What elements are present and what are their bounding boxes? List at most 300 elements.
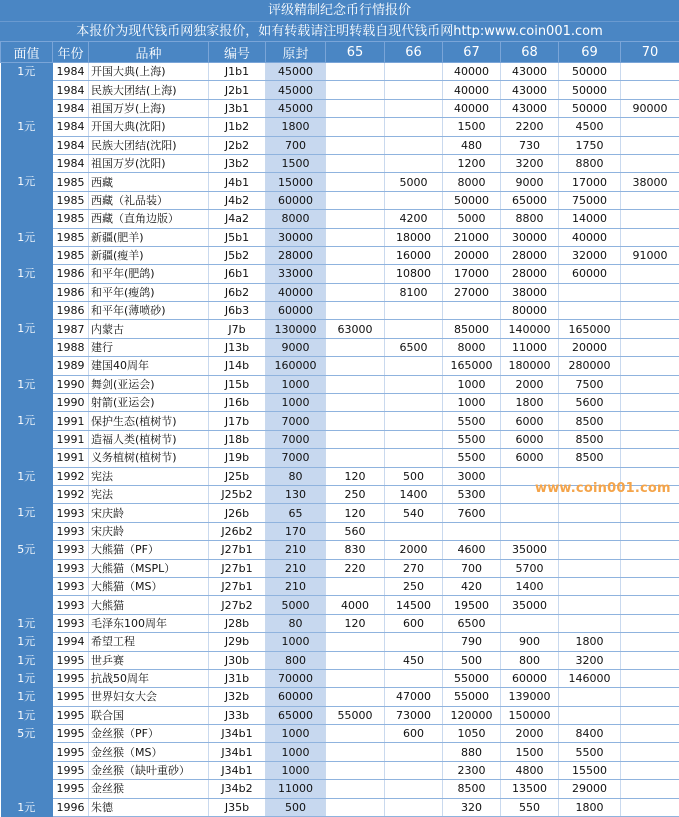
cell-grade-70 [621, 228, 679, 246]
cell-grade-66: 250 [385, 577, 443, 595]
cell-grade-70 [621, 320, 679, 338]
cell-grade-70 [621, 357, 679, 375]
cell-year: 1988 [53, 338, 89, 356]
cell-grade-70 [621, 449, 679, 467]
cell-grade-67: 790 [443, 633, 501, 651]
cell-grade-66: 500 [385, 467, 443, 485]
table-row [1, 210, 679, 228]
cell-variety: 联合国 [89, 706, 209, 724]
cell-variety: 金丝猴 [89, 780, 209, 798]
cell-year: 1984 [53, 154, 89, 172]
cell-grade-70 [621, 780, 679, 798]
cell-year: 1995 [53, 761, 89, 779]
cell-original: 1000 [266, 633, 326, 651]
cell-grade-66 [385, 302, 443, 320]
cell-code: J28b [209, 614, 266, 632]
cell-grade-67: 17000 [443, 265, 501, 283]
cell-grade-65 [326, 375, 385, 393]
cell-grade-67: 40000 [443, 81, 501, 99]
cell-grade-65: 63000 [326, 320, 385, 338]
cell-denomination: 1元 [1, 320, 53, 375]
cell-variety: 大熊猫（MS） [89, 577, 209, 595]
table-row [1, 504, 679, 522]
header-code: 编号 [209, 42, 266, 63]
table-row [1, 302, 679, 320]
cell-grade-69 [559, 559, 621, 577]
cell-grade-67: 5500 [443, 449, 501, 467]
cell-denomination: 1元 [1, 688, 53, 706]
cell-grade-68: 2000 [501, 725, 559, 743]
cell-grade-70 [621, 577, 679, 595]
cell-original: 60000 [266, 302, 326, 320]
cell-year: 1990 [53, 394, 89, 412]
cell-variety: 世乒赛 [89, 651, 209, 669]
cell-grade-67: 880 [443, 743, 501, 761]
table-row [1, 357, 679, 375]
cell-grade-67: 5500 [443, 412, 501, 430]
cell-grade-65 [326, 136, 385, 154]
cell-grade-70 [621, 210, 679, 228]
cell-grade-65: 120 [326, 467, 385, 485]
cell-code: J29b [209, 633, 266, 651]
cell-grade-69 [559, 302, 621, 320]
cell-code: J25b [209, 467, 266, 485]
cell-original: 33000 [266, 265, 326, 283]
cell-grade-68: 2000 [501, 375, 559, 393]
cell-grade-69: 4500 [559, 118, 621, 136]
cell-year: 1989 [53, 357, 89, 375]
cell-variety: 建行 [89, 338, 209, 356]
cell-original: 170 [266, 522, 326, 540]
cell-grade-66 [385, 522, 443, 540]
cell-grade-70 [621, 651, 679, 669]
cell-grade-65: 830 [326, 541, 385, 559]
cell-original: 45000 [266, 81, 326, 99]
cell-grade-67: 1000 [443, 375, 501, 393]
cell-denomination: 1元 [1, 633, 53, 651]
cell-variety: 和平年(薄喷砂) [89, 302, 209, 320]
cell-code: J5b1 [209, 228, 266, 246]
cell-grade-69: 146000 [559, 669, 621, 687]
cell-grade-69: 60000 [559, 265, 621, 283]
cell-year: 1995 [53, 780, 89, 798]
cell-code: J5b2 [209, 246, 266, 264]
cell-denomination: 1元 [1, 228, 53, 265]
cell-variety: 大熊猫（MSPL） [89, 559, 209, 577]
header-grade-65: 65 [326, 42, 385, 63]
cell-grade-69: 8400 [559, 725, 621, 743]
cell-year: 1991 [53, 449, 89, 467]
cell-original: 1000 [266, 725, 326, 743]
cell-code: J25b2 [209, 485, 266, 503]
cell-original: 60000 [266, 191, 326, 209]
cell-original: 500 [266, 798, 326, 816]
table-row [1, 651, 679, 669]
cell-grade-66 [385, 375, 443, 393]
cell-grade-69 [559, 614, 621, 632]
table-row [1, 191, 679, 209]
cell-grade-67: 5500 [443, 430, 501, 448]
table-row [1, 320, 679, 338]
cell-grade-66 [385, 798, 443, 816]
cell-original: 45000 [266, 63, 326, 81]
cell-grade-66 [385, 449, 443, 467]
cell-code: J3b2 [209, 154, 266, 172]
table-row [1, 81, 679, 99]
cell-variety: 新疆(瘦羊) [89, 246, 209, 264]
cell-original: 1000 [266, 394, 326, 412]
cell-variety: 西藏 [89, 173, 209, 191]
cell-year: 1985 [53, 246, 89, 264]
cell-grade-68: 2200 [501, 118, 559, 136]
cell-variety: 保护生态(植树节) [89, 412, 209, 430]
table-row [1, 541, 679, 559]
cell-grade-67: 8500 [443, 780, 501, 798]
cell-grade-65 [326, 780, 385, 798]
cell-code: J27b1 [209, 577, 266, 595]
cell-grade-68: 1500 [501, 743, 559, 761]
cell-original: 5000 [266, 596, 326, 614]
cell-grade-70 [621, 191, 679, 209]
cell-code: J26b2 [209, 522, 266, 540]
cell-variety: 大熊猫 [89, 596, 209, 614]
cell-grade-66 [385, 430, 443, 448]
cell-variety: 建国40周年 [89, 357, 209, 375]
cell-code: J27b2 [209, 596, 266, 614]
cell-code: J34b1 [209, 761, 266, 779]
cell-original: 8000 [266, 210, 326, 228]
cell-grade-67 [443, 302, 501, 320]
cell-grade-68: 60000 [501, 669, 559, 687]
table-row [1, 614, 679, 632]
cell-code: J34b1 [209, 743, 266, 761]
cell-grade-69 [559, 283, 621, 301]
table-row [1, 633, 679, 651]
cell-grade-69 [559, 504, 621, 522]
header-grade-67: 67 [443, 42, 501, 63]
cell-grade-70 [621, 504, 679, 522]
cell-grade-67 [443, 522, 501, 540]
cell-code: J32b [209, 688, 266, 706]
cell-grade-69: 280000 [559, 357, 621, 375]
cell-grade-66 [385, 191, 443, 209]
cell-grade-68 [501, 504, 559, 522]
header-original: 原封 [266, 42, 326, 63]
cell-grade-69: 50000 [559, 81, 621, 99]
cell-grade-65 [326, 430, 385, 448]
cell-code: J31b [209, 669, 266, 687]
cell-original: 700 [266, 136, 326, 154]
cell-grade-65 [326, 265, 385, 283]
cell-grade-68: 6000 [501, 449, 559, 467]
cell-grade-70 [621, 541, 679, 559]
table-row [1, 725, 679, 743]
cell-grade-68: 6000 [501, 412, 559, 430]
table-row [1, 228, 679, 246]
cell-grade-69: 50000 [559, 99, 621, 117]
cell-grade-68: 43000 [501, 99, 559, 117]
cell-year: 1991 [53, 430, 89, 448]
cell-grade-68: 13500 [501, 780, 559, 798]
cell-grade-70 [621, 118, 679, 136]
cell-grade-66 [385, 81, 443, 99]
cell-grade-67: 5300 [443, 485, 501, 503]
header-grade-66: 66 [385, 42, 443, 63]
cell-grade-70 [621, 798, 679, 816]
cell-denomination: 5元 [1, 541, 53, 615]
cell-year: 1984 [53, 81, 89, 99]
cell-variety: 和平年(瘦鸽) [89, 283, 209, 301]
cell-year: 1993 [53, 522, 89, 540]
header-grade-69: 69 [559, 42, 621, 63]
cell-grade-67: 40000 [443, 63, 501, 81]
cell-grade-69: 5500 [559, 743, 621, 761]
cell-grade-65: 220 [326, 559, 385, 577]
cell-grade-67: 20000 [443, 246, 501, 264]
cell-grade-70 [621, 596, 679, 614]
cell-code: J16b [209, 394, 266, 412]
cell-variety: 西藏（礼品装） [89, 191, 209, 209]
cell-grade-69: 1800 [559, 633, 621, 651]
cell-grade-70 [621, 265, 679, 283]
cell-denomination: 1元 [1, 375, 53, 412]
cell-grade-68: 180000 [501, 357, 559, 375]
cell-grade-68: 11000 [501, 338, 559, 356]
cell-year: 1993 [53, 541, 89, 559]
cell-grade-68: 43000 [501, 81, 559, 99]
cell-grade-66: 600 [385, 725, 443, 743]
cell-code: J3b1 [209, 99, 266, 117]
cell-grade-66 [385, 63, 443, 81]
cell-year: 1995 [53, 669, 89, 687]
cell-code: J1b2 [209, 118, 266, 136]
cell-code: J34b1 [209, 725, 266, 743]
header-grade-68: 68 [501, 42, 559, 63]
cell-grade-70 [621, 63, 679, 81]
cell-code: J17b [209, 412, 266, 430]
cell-grade-65 [326, 338, 385, 356]
cell-grade-69: 1750 [559, 136, 621, 154]
cell-grade-70 [621, 522, 679, 540]
cell-grade-68: 3200 [501, 154, 559, 172]
cell-grade-67: 1000 [443, 394, 501, 412]
cell-year: 1984 [53, 63, 89, 81]
cell-variety: 造福人类(植树节) [89, 430, 209, 448]
cell-grade-67: 420 [443, 577, 501, 595]
table-row [1, 706, 679, 724]
cell-grade-65 [326, 394, 385, 412]
cell-grade-67: 55000 [443, 669, 501, 687]
cell-grade-69: 75000 [559, 191, 621, 209]
cell-grade-70 [621, 633, 679, 651]
cell-grade-67: 1050 [443, 725, 501, 743]
price-table [0, 41, 679, 817]
table-row [1, 412, 679, 430]
cell-grade-68: 80000 [501, 302, 559, 320]
cell-variety: 开国大典(上海) [89, 63, 209, 81]
table-row [1, 246, 679, 264]
cell-variety: 抗战50周年 [89, 669, 209, 687]
cell-year: 1994 [53, 633, 89, 651]
cell-year: 1985 [53, 228, 89, 246]
cell-grade-65 [326, 302, 385, 320]
table-row [1, 99, 679, 117]
cell-variety: 宪法 [89, 467, 209, 485]
cell-grade-70 [621, 559, 679, 577]
cell-grade-69: 3200 [559, 651, 621, 669]
cell-grade-65: 250 [326, 485, 385, 503]
cell-variety: 金丝猴（缺叶重砂） [89, 761, 209, 779]
cell-year: 1995 [53, 743, 89, 761]
cell-grade-67: 8000 [443, 173, 501, 191]
cell-grade-65 [326, 633, 385, 651]
cell-grade-68: 730 [501, 136, 559, 154]
cell-grade-65 [326, 357, 385, 375]
cell-grade-65 [326, 246, 385, 264]
cell-denomination: 5元 [1, 725, 53, 799]
cell-grade-69: 8500 [559, 412, 621, 430]
cell-grade-69: 50000 [559, 63, 621, 81]
cell-variety: 大熊猫（PF） [89, 541, 209, 559]
header-row [1, 42, 679, 63]
cell-code: J18b [209, 430, 266, 448]
cell-year: 1985 [53, 173, 89, 191]
cell-grade-67: 5000 [443, 210, 501, 228]
table-row [1, 596, 679, 614]
cell-code: J19b [209, 449, 266, 467]
cell-grade-66 [385, 412, 443, 430]
cell-grade-65 [326, 669, 385, 687]
cell-year: 1996 [53, 798, 89, 816]
cell-grade-68: 35000 [501, 541, 559, 559]
cell-grade-67: 7600 [443, 504, 501, 522]
cell-grade-68: 9000 [501, 173, 559, 191]
cell-code: J6b2 [209, 283, 266, 301]
table-row [1, 522, 679, 540]
cell-grade-65 [326, 99, 385, 117]
cell-denomination: 1元 [1, 118, 53, 173]
cell-grade-66 [385, 633, 443, 651]
cell-grade-67: 40000 [443, 99, 501, 117]
cell-grade-68: 28000 [501, 265, 559, 283]
table-row [1, 761, 679, 779]
cell-grade-67: 165000 [443, 357, 501, 375]
table-row [1, 798, 679, 816]
cell-grade-69: 5600 [559, 394, 621, 412]
cell-original: 11000 [266, 780, 326, 798]
cell-code: J14b [209, 357, 266, 375]
cell-original: 130 [266, 485, 326, 503]
cell-variety: 宋庆龄 [89, 504, 209, 522]
cell-code: J4a2 [209, 210, 266, 228]
cell-grade-66: 270 [385, 559, 443, 577]
cell-code: J13b [209, 338, 266, 356]
cell-grade-65 [326, 118, 385, 136]
header-variety: 品种 [89, 42, 209, 63]
cell-grade-67: 85000 [443, 320, 501, 338]
cell-grade-66: 450 [385, 651, 443, 669]
cell-denomination: 1元 [1, 265, 53, 320]
cell-grade-65 [326, 761, 385, 779]
cell-variety: 宪法 [89, 485, 209, 503]
cell-variety: 义务植树(植树节) [89, 449, 209, 467]
cell-denomination: 1元 [1, 669, 53, 687]
cell-grade-65 [326, 283, 385, 301]
cell-grade-69: 165000 [559, 320, 621, 338]
cell-grade-67: 700 [443, 559, 501, 577]
cell-grade-70 [621, 669, 679, 687]
cell-variety: 舞剑(亚运会) [89, 375, 209, 393]
cell-grade-66 [385, 320, 443, 338]
cell-grade-69: 7500 [559, 375, 621, 393]
cell-grade-65 [326, 173, 385, 191]
cell-grade-68: 1800 [501, 394, 559, 412]
cell-year: 1992 [53, 485, 89, 503]
table-row [1, 577, 679, 595]
cell-variety: 希望工程 [89, 633, 209, 651]
table-row [1, 118, 679, 136]
cell-grade-69: 29000 [559, 780, 621, 798]
table-row [1, 173, 679, 191]
cell-year: 1995 [53, 688, 89, 706]
cell-variety: 宋庆龄 [89, 522, 209, 540]
cell-grade-68: 550 [501, 798, 559, 816]
cell-grade-67: 21000 [443, 228, 501, 246]
table-row [1, 430, 679, 448]
cell-code: J2b2 [209, 136, 266, 154]
cell-variety: 毛泽东100周年 [89, 614, 209, 632]
cell-code: J6b1 [209, 265, 266, 283]
cell-original: 210 [266, 577, 326, 595]
cell-original: 7000 [266, 412, 326, 430]
cell-grade-65 [326, 81, 385, 99]
cell-original: 45000 [266, 99, 326, 117]
cell-denomination: 1元 [1, 412, 53, 467]
cell-code: J2b1 [209, 81, 266, 99]
cell-original: 30000 [266, 228, 326, 246]
cell-grade-68: 150000 [501, 706, 559, 724]
cell-grade-69 [559, 688, 621, 706]
cell-denomination: 1元 [1, 706, 53, 724]
cell-grade-66: 600 [385, 614, 443, 632]
cell-grade-66 [385, 136, 443, 154]
cell-year: 1993 [53, 614, 89, 632]
cell-original: 160000 [266, 357, 326, 375]
table-row [1, 669, 679, 687]
table-row [1, 338, 679, 356]
cell-year: 1984 [53, 99, 89, 117]
cell-year: 1985 [53, 191, 89, 209]
cell-grade-67: 55000 [443, 688, 501, 706]
cell-code: J30b [209, 651, 266, 669]
cell-code: J4b2 [209, 191, 266, 209]
cell-grade-67: 19500 [443, 596, 501, 614]
cell-grade-70 [621, 743, 679, 761]
table-row [1, 688, 679, 706]
cell-grade-67: 120000 [443, 706, 501, 724]
cell-grade-65 [326, 412, 385, 430]
cell-grade-65 [326, 210, 385, 228]
cell-grade-68: 8800 [501, 210, 559, 228]
table-row [1, 63, 679, 81]
cell-grade-65 [326, 688, 385, 706]
cell-grade-65 [326, 154, 385, 172]
cell-year: 1995 [53, 725, 89, 743]
cell-grade-66: 18000 [385, 228, 443, 246]
cell-variety: 祖国万岁(上海) [89, 99, 209, 117]
cell-code: J6b3 [209, 302, 266, 320]
cell-variety: 开国大典(沈阳) [89, 118, 209, 136]
